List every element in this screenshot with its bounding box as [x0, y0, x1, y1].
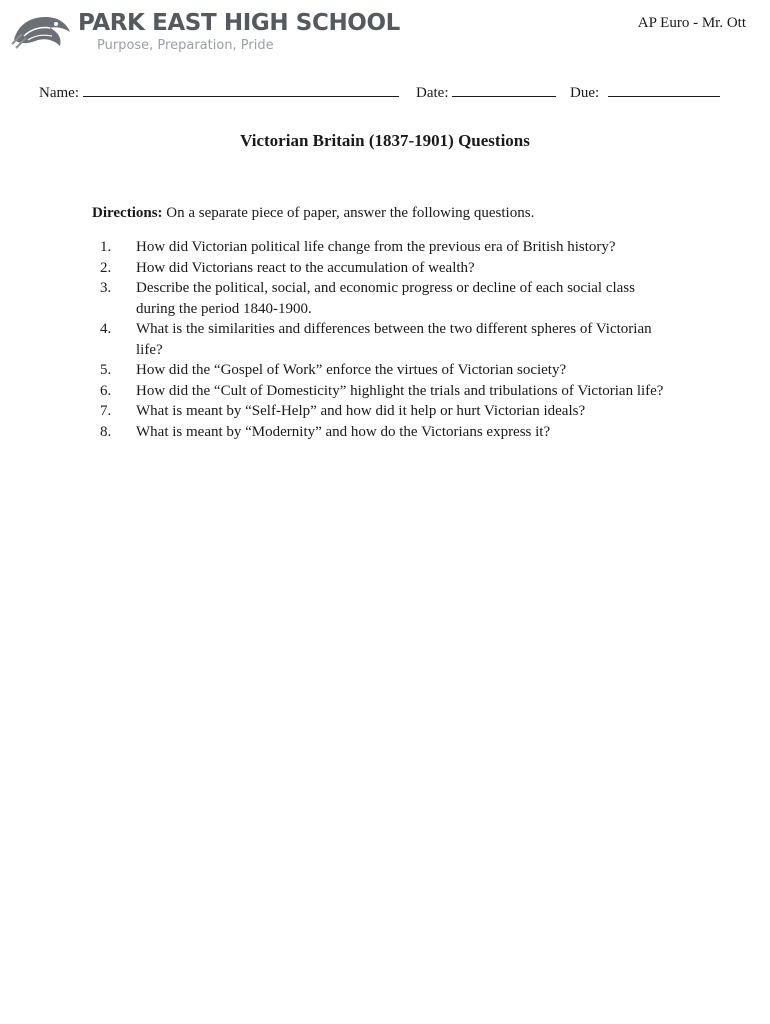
question-number: 2. — [100, 259, 112, 276]
question-number: 6. — [100, 382, 112, 399]
question-item — [0, 237, 676, 258]
question-number: 1. — [100, 239, 112, 255]
question-number: 8. — [100, 423, 112, 440]
question-number: 3. — [100, 280, 112, 296]
question-item — [0, 278, 676, 319]
question-text: How did Victorians react to the accumulation of wealth? — [136, 259, 475, 276]
date-field — [416, 82, 556, 102]
date-blank-line — [452, 82, 556, 97]
due-blank-line — [608, 82, 720, 97]
due-field — [570, 82, 720, 102]
school-tagline: Purpose, Preparation, Pride — [97, 38, 274, 53]
course-label: AP Euro - Mr. Ott — [637, 15, 746, 31]
question-text: How did Victorian political life change from the previous era of British history? — [136, 239, 616, 255]
question-text: Describe the political, social, and economic progress or decline of each social class during the period 1840-1900. — [136, 280, 635, 317]
question-item — [0, 401, 676, 422]
school-mascot-icon — [10, 10, 72, 52]
directions-text: On a separate piece of paper, answer the following questions. — [166, 205, 535, 221]
question-item — [0, 258, 676, 279]
question-text: What is meant by “Self-Help” and how did it help or hurt Victorian ideals? — [136, 403, 586, 419]
due-label: Due: — [570, 85, 600, 101]
date-label: Date: — [416, 85, 449, 101]
question-text: What is meant by “Modernity” and how do the Victorians express it? — [136, 423, 551, 440]
question-item — [0, 360, 676, 381]
question-list — [0, 237, 676, 442]
question-number: 7. — [100, 403, 112, 419]
name-blank-line — [83, 82, 399, 97]
question-item — [0, 422, 676, 443]
page-title: Victorian Britain (1837-1901) Questions — [240, 131, 530, 150]
question-number: 4. — [100, 321, 112, 337]
question-number: 5. — [100, 362, 112, 378]
directions-label: Directions: — [92, 205, 163, 221]
name-field — [39, 82, 399, 102]
question-text: How did the “Gospel of Work” enforce the virtues of Victorian society? — [136, 362, 567, 378]
question-item — [0, 319, 676, 360]
question-item — [0, 381, 676, 402]
school-name: PARK EAST HIGH SCHOOL — [78, 10, 400, 36]
question-text: How did the “Cult of Domesticity” highlight the trials and tribulations of Victorian life? — [136, 382, 664, 399]
question-text: What is the similarities and differences between the two different spheres of Victorian life? — [136, 321, 652, 358]
school-logo — [10, 8, 400, 56]
name-label: Name: — [39, 85, 79, 101]
directions — [92, 204, 534, 222]
